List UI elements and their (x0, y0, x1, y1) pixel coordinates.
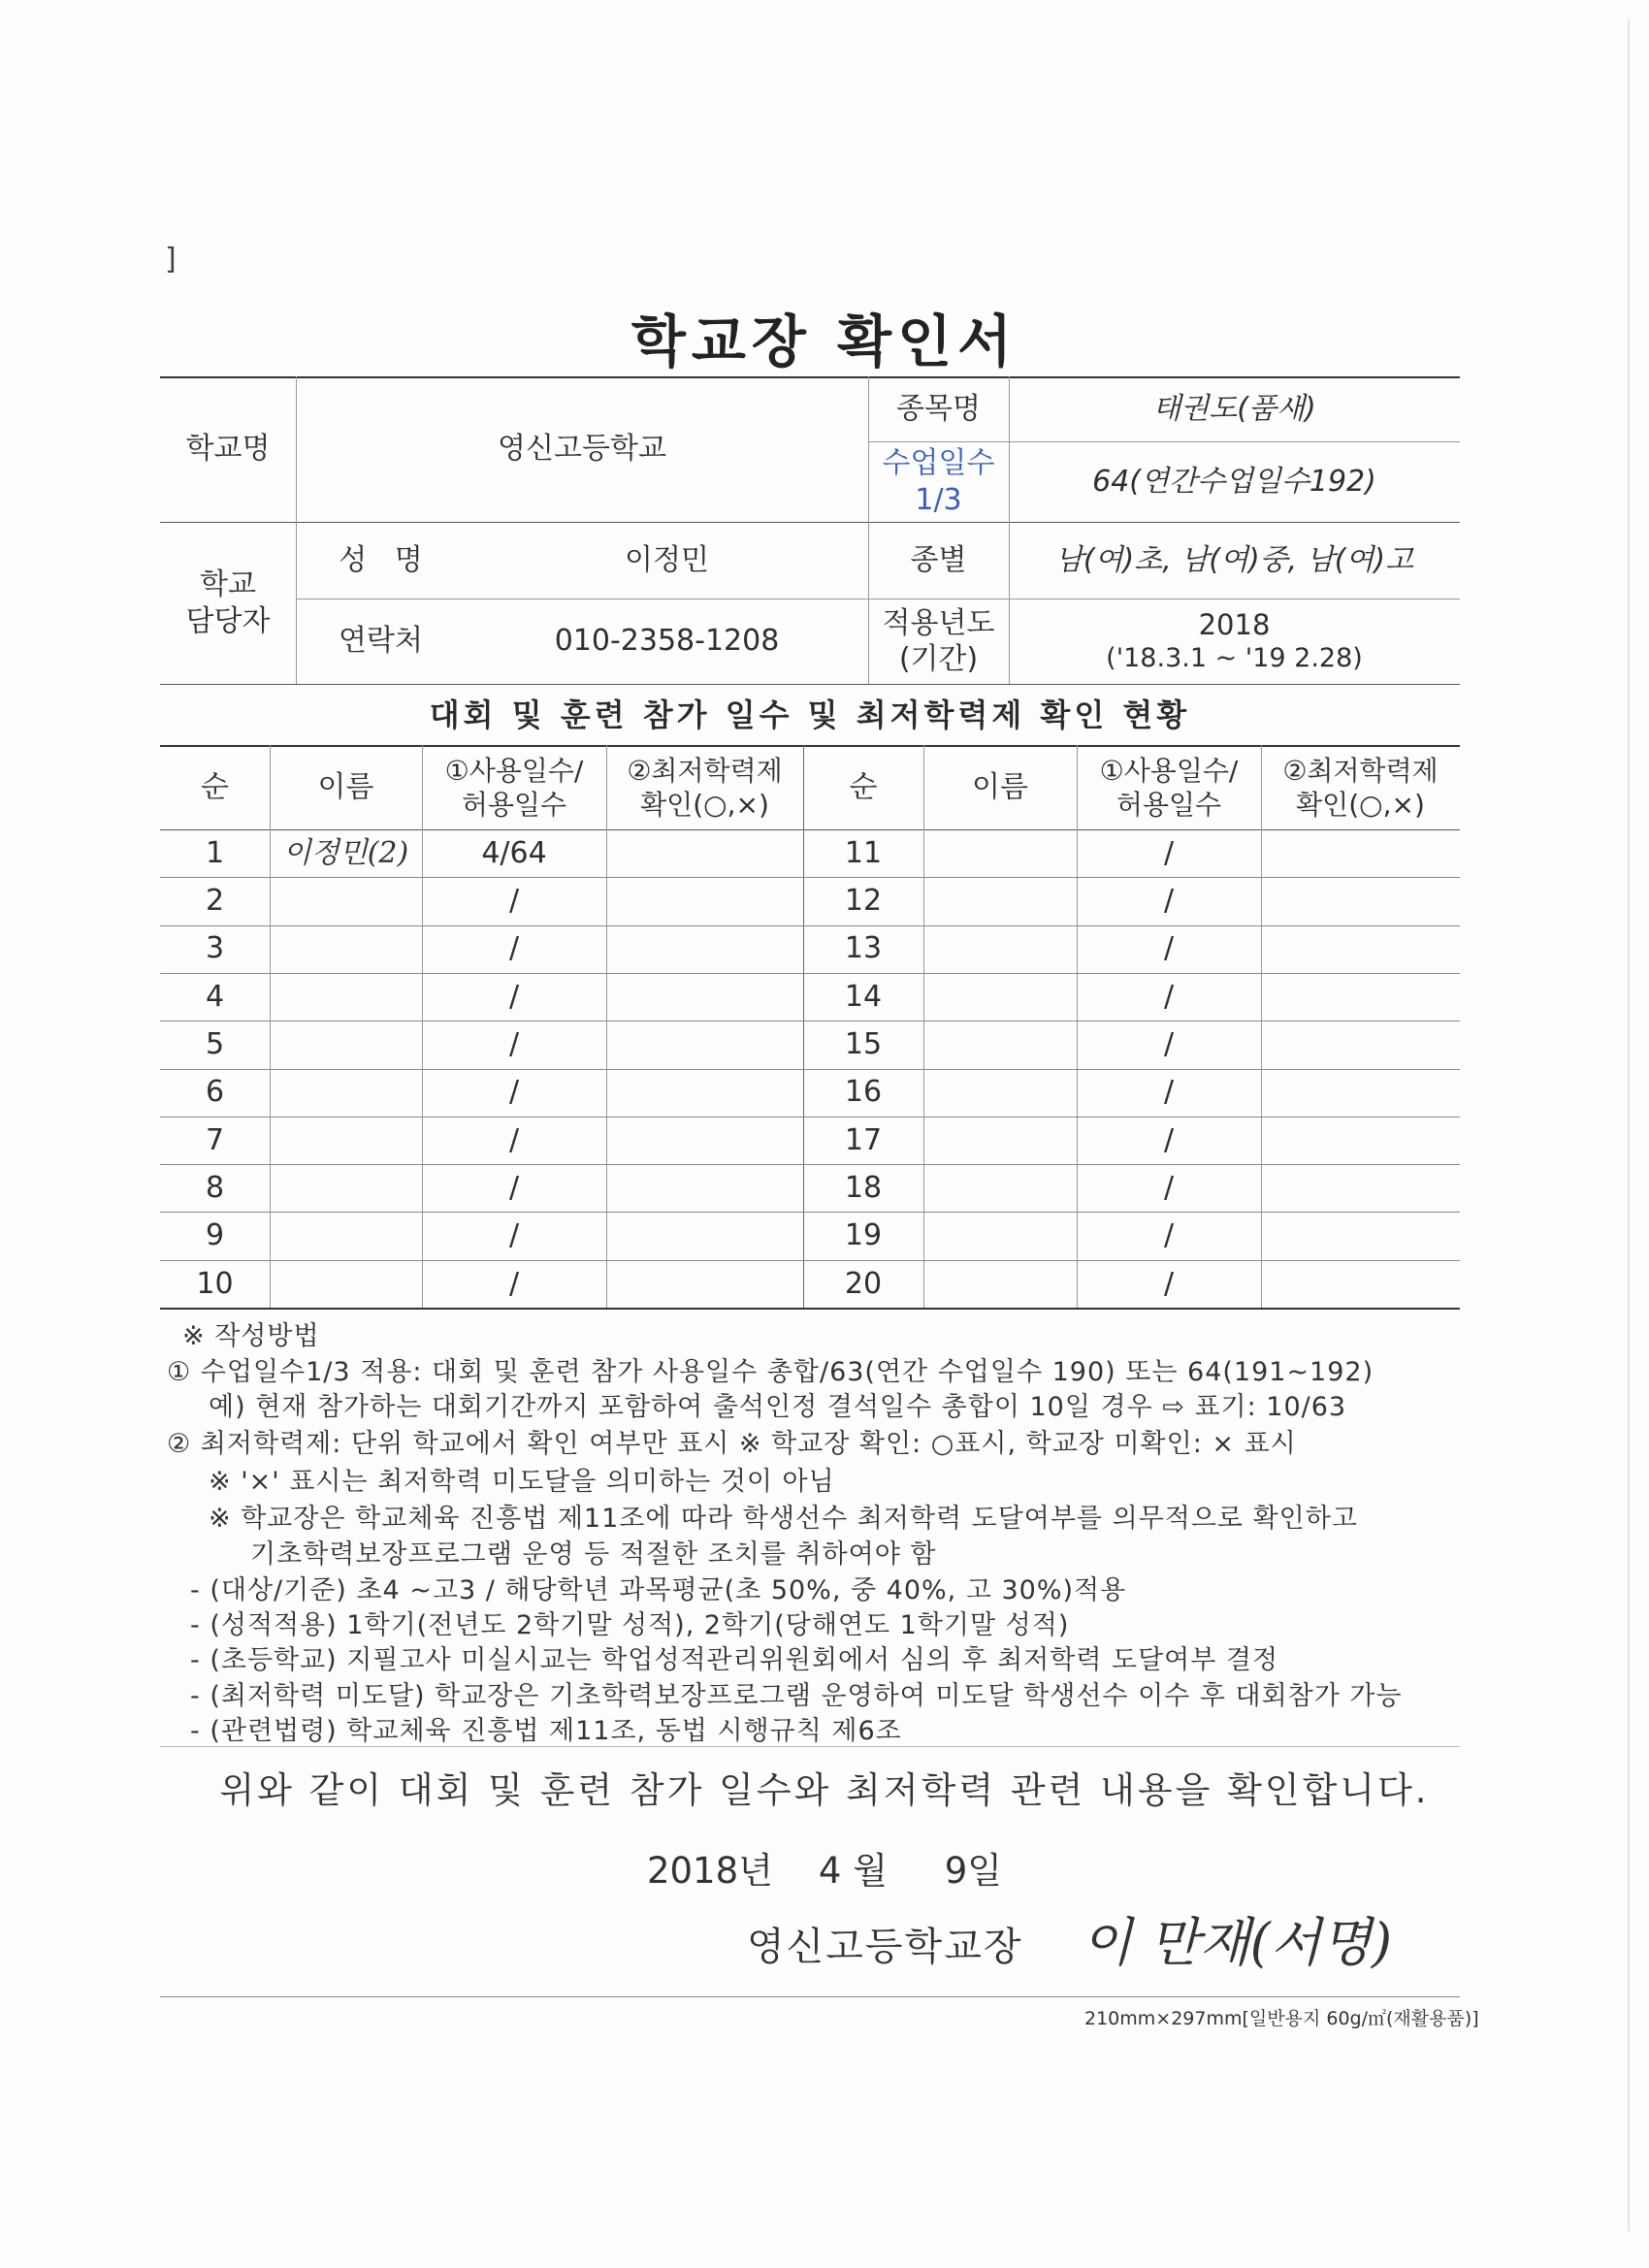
name-label: 성 명 (339, 542, 423, 577)
row-left-no: 10 (196, 1266, 234, 1301)
col-check-right-line2: 확인(○,×) (1296, 788, 1425, 821)
row-right-no: 20 (844, 1266, 883, 1301)
row-left-check (606, 877, 803, 924)
row-left-no: 8 (205, 1170, 225, 1205)
col-name-left: 이름 (317, 769, 374, 804)
row-left-check (606, 1021, 803, 1068)
row-left-name (270, 1069, 422, 1117)
manager-label-line1: 학교 (200, 567, 256, 601)
contact-value: 010-2358-1208 (554, 624, 780, 659)
col-no-right: 순 (849, 769, 878, 804)
row-right-no: 15 (844, 1027, 883, 1062)
row-right-name (923, 1117, 1077, 1164)
row-right-check (1261, 1164, 1460, 1212)
row-left-name (270, 1021, 422, 1068)
note-7: - (초등학교) 지필고사 미실시교는 학업성적관리위원회에서 심의 후 최저학력 도달여부 결정 (190, 1645, 1279, 1675)
col-days-left (422, 745, 606, 829)
school-days-label (868, 441, 1009, 522)
row-left-no: 9 (205, 1218, 225, 1253)
note-1b: 예) 현재 참가하는 대회기간까지 포함하여 출석인정 결석일수 총합이 10일 경우 ⇨ 표기: 10/63 (209, 1392, 1347, 1422)
row-left-no: 3 (205, 931, 225, 966)
gender-value: 남(여)초, 남(여)중, 남(여)고 (1054, 542, 1414, 577)
row-right-no: 12 (844, 884, 883, 919)
col-check-left-line1: ②최저학력제 (627, 754, 783, 787)
sport-label: 종목명 (896, 391, 981, 426)
row-right-days: / (1163, 979, 1175, 1014)
signer-label: 영신고등학교장 (747, 1925, 1023, 1969)
row-left-name (270, 877, 422, 924)
row-right-check (1261, 1260, 1460, 1308)
row-left-name (270, 973, 422, 1021)
row-left-days: / (508, 884, 520, 919)
row-left-check (606, 829, 803, 877)
name-value: 이정민 (625, 542, 709, 577)
col-days-left-line1: ①사용일수/ (444, 754, 584, 787)
school-days-value: 64(연간수업일수192) (1092, 464, 1376, 499)
row-right-no: 11 (844, 835, 883, 870)
row-right-check (1261, 1069, 1460, 1117)
col-days-right-line2: 허용일수 (1116, 788, 1222, 821)
note-8: - (최저학력 미도달) 학교장은 기초학력보장프로그램 운영하여 미도달 학생선수 이수 후 대회참가 가능 (190, 1681, 1403, 1711)
row-left-check (606, 973, 803, 1021)
row-left-name (270, 925, 422, 973)
row-right-name (923, 877, 1077, 924)
row-left-days: / (508, 979, 520, 1014)
row-left-days: / (508, 1218, 520, 1253)
row-left-days: / (508, 1075, 520, 1110)
row-right-no: 16 (844, 1075, 883, 1110)
row-left-name: 이정민(2) (282, 835, 409, 870)
col-check-left-line2: 확인(○,×) (640, 788, 769, 821)
row-right-name (923, 1069, 1077, 1117)
row-right-name (923, 925, 1077, 973)
row-left-days: 4/64 (481, 835, 547, 870)
year-label-line1: 적용년도 (882, 605, 995, 640)
note-1a: ① 수업일수1/3 적용: 대회 및 훈련 참가 사용일수 총합/63(연간 수업일수 190) 또는 64(191~192) (167, 1357, 1374, 1387)
row-right-check (1261, 1021, 1460, 1068)
row-right-check (1261, 925, 1460, 973)
contact-label: 연락처 (339, 624, 423, 659)
col-days-right (1077, 745, 1261, 829)
school-label: 학교명 (185, 432, 271, 467)
col-check-right (1261, 745, 1460, 829)
gender-label: 종별 (910, 542, 967, 577)
row-right-check (1261, 877, 1460, 924)
row-left-days: / (508, 1122, 520, 1157)
row-right-check (1261, 1212, 1460, 1259)
row-right-no: 14 (844, 979, 883, 1014)
row-left-no: 5 (205, 1027, 225, 1062)
year-value-main: 2018 (1198, 608, 1271, 641)
row-left-check (606, 1212, 803, 1259)
row-left-name (270, 1260, 422, 1308)
handwritten-signature: 이 만재(서명) (1082, 1912, 1393, 1973)
row-right-no: 18 (844, 1170, 883, 1205)
sport-value: 태권도(품새) (1152, 391, 1316, 426)
row-left-check (606, 1260, 803, 1308)
year-value (1009, 599, 1460, 684)
year-range: ('18.3.1 ~ '19 2.28) (1106, 643, 1363, 674)
row-left-days: / (508, 1027, 520, 1062)
note-6: - (성적적용) 1학기(전년도 2학기말 성적), 2학기(당해연도 1학기말 성적) (190, 1610, 1070, 1640)
manager-label (160, 522, 296, 684)
paper-spec: 210mm×297mm[일반용지 60g/㎡(재활용품)] (1084, 2008, 1479, 2029)
row-left-no: 1 (205, 835, 225, 870)
row-left-no: 7 (205, 1122, 225, 1157)
col-days-left-line2: 허용일수 (461, 788, 567, 821)
row-right-days: / (1163, 1027, 1175, 1062)
notes-heading: ※ 작성방법 (182, 1321, 320, 1351)
bracket-mark: ] (165, 243, 177, 276)
row-left-days: / (508, 931, 520, 966)
year-label (868, 599, 1009, 684)
row-left-check (606, 1117, 803, 1164)
row-right-name (923, 829, 1077, 877)
note-5: - (대상/기준) 초4 ~고3 / 해당학년 과목평균(초 50%, 중 40%, 고 30%)적용 (190, 1575, 1127, 1605)
section-title: 대회 및 훈련 참가 일수 및 최저학력제 확인 현황 (429, 697, 1191, 733)
row-left-name (270, 1164, 422, 1212)
col-check-left (606, 745, 803, 829)
year-label-line2: (기간) (898, 642, 979, 676)
note-4a: ※ 학교장은 학교체육 진흥법 제11조에 따라 학생선수 최저학력 도달여부를 의무적으로 확인하고 (209, 1504, 1358, 1534)
document-title: 학교장 확인서 (630, 308, 1018, 374)
row-left-check (606, 1069, 803, 1117)
row-right-days: / (1163, 1075, 1175, 1110)
row-right-no: 17 (844, 1122, 883, 1157)
row-left-no: 4 (205, 979, 225, 1014)
school-value: 영신고등학교 (498, 432, 666, 467)
row-left-days: / (508, 1266, 520, 1301)
row-right-name (923, 1260, 1077, 1308)
row-right-no: 13 (844, 931, 883, 966)
row-right-name (923, 1164, 1077, 1212)
col-days-right-line1: ①사용일수/ (1099, 754, 1239, 787)
note-4b: 기초학력보장프로그램 운영 등 적절한 조치를 취하여야 함 (250, 1539, 937, 1570)
row-right-name (923, 1021, 1077, 1068)
note-9: - (관련법령) 학교체육 진흥법 제11조, 동법 시행규칙 제6조 (190, 1716, 902, 1746)
row-right-days: / (1163, 931, 1175, 966)
row-left-check (606, 1164, 803, 1212)
row-right-no: 19 (844, 1218, 883, 1253)
row-left-days: / (508, 1170, 520, 1205)
row-right-check (1261, 973, 1460, 1021)
manager-label-line2: 담당자 (185, 603, 271, 638)
row-left-no: 6 (205, 1075, 225, 1110)
row-right-check (1261, 1117, 1460, 1164)
row-right-days: / (1163, 1266, 1175, 1301)
note-2: ② 최저학력제: 단위 학교에서 확인 여부만 표시 ※ 학교장 확인: ○표시, 학교장 미확인: × 표시 (167, 1429, 1297, 1459)
school-days-label-line1: 수업일수 (882, 446, 995, 480)
row-right-days: / (1163, 1170, 1175, 1205)
issue-date: 2018년 4 월 9일 (646, 1850, 1003, 1892)
note-3: ※ '×' 표시는 최저학력 미도달을 의미하는 것이 아님 (209, 1467, 835, 1497)
col-no-left: 순 (201, 769, 229, 804)
row-left-no: 2 (205, 884, 225, 919)
row-left-check (606, 925, 803, 973)
row-right-check (1261, 829, 1460, 877)
row-right-name (923, 973, 1077, 1021)
row-right-name (923, 1212, 1077, 1259)
row-right-days: / (1163, 835, 1175, 870)
row-right-days: / (1163, 1218, 1175, 1253)
confirm-statement: 위와 같이 대회 및 훈련 참가 일수와 최저학력 관련 내용을 확인합니다. (219, 1769, 1430, 1811)
row-left-name (270, 1117, 422, 1164)
col-check-right-line1: ②최저학력제 (1282, 754, 1439, 787)
col-name-right: 이름 (972, 769, 1028, 804)
row-right-days: / (1163, 1122, 1175, 1157)
row-left-name (270, 1212, 422, 1259)
row-right-days: / (1163, 884, 1175, 919)
school-days-label-line2: 1/3 (915, 482, 962, 517)
